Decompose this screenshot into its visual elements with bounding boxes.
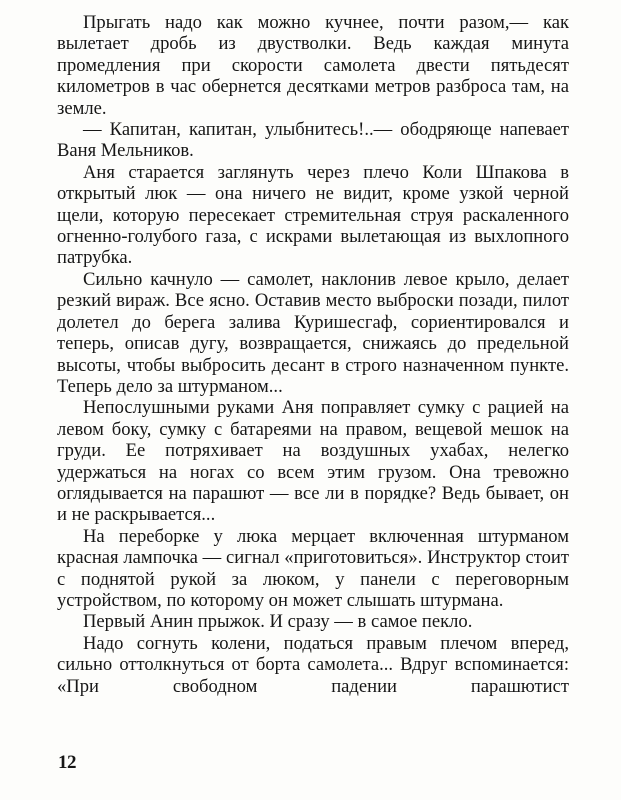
paragraph: На переборке у люка мерцает включенная штурманом красная лампочка — сигнал «приготовиться». Инструктор стоит с поднятой рукой за люком, у панели с переговорным устройством, по которому он может слышать штурмана. (57, 525, 569, 611)
body-text (57, 12, 569, 697)
paragraph: Аня старается заглянуть через плечо Коли Шпакова в открытый люк — она ничего не видит, кроме узкой черной щели, которую пересекает стремительная струя раскаленного огненно-голубого газа, с искрами вылетающая из выхлопного патрубка. (57, 161, 569, 269)
paragraph: Первый Анин прыжок. И сразу — в самое пекло. (83, 611, 473, 633)
paragraph: Сильно качнуло — самолет, наклонив левое крыло, делает резкий вираж. Все ясно. Оставив место выброски позади, пилот долетел до берега залива Куришесгаф, сориентировался и теперь, описав дугу, возвращается, снижаясь до предельной высоты, чтобы выбросить десант в строго назначенном пункте. Теперь дело за штурманом... (57, 268, 569, 397)
paragraph: — Капитан, капитан, улыбнитесь!..— ободряюще напевает Ваня Мельников. (57, 119, 569, 162)
paragraph: Непослушными руками Аня поправляет сумку с рацией на левом боку, сумку с батареями на правом, вещевой мешок на груди. Ее потряхивает на воздушных ухабах, нелегко удержаться на ногах со всем этим грузом. Она тревожно оглядывается на парашют — все ли в порядке? Ведь бывает, он и не раскрывается... (57, 397, 569, 526)
page-number: 12 (58, 752, 76, 773)
paragraph: Прыгать надо как можно кучнее, почти разом,— как вылетает дробь из двустволки. Ведь каждая минута промедления при скорости самолета двести пятьдесят километров в час обернется десятками метров разброса там, на земле. (57, 12, 569, 119)
paragraph: Надо согнуть колени, податься правым плечом вперед, сильно оттолкнуться от борта самолета... Вдруг вспоминается: «При свободном падении парашютист (57, 632, 569, 697)
